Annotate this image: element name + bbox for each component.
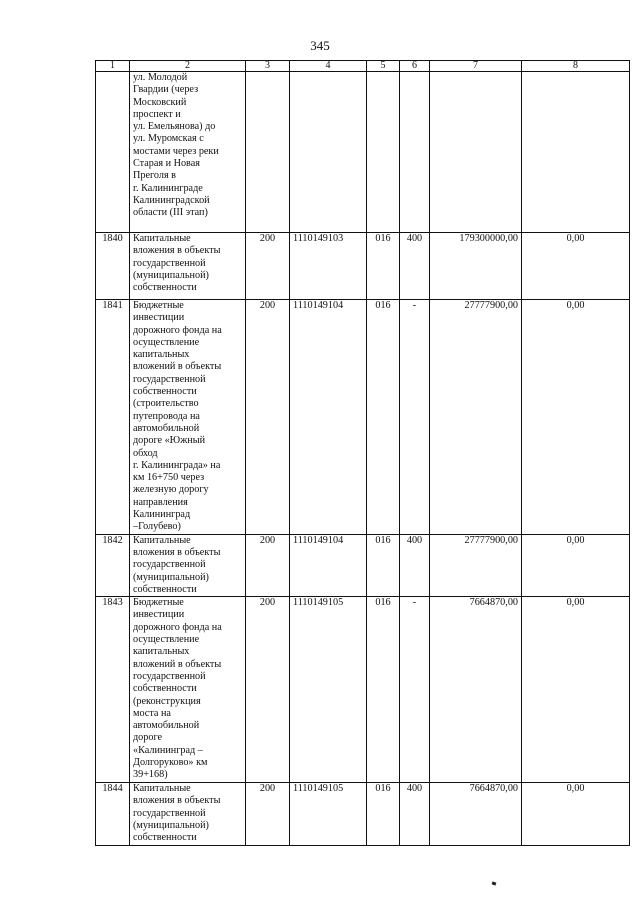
row-cell-5: 016 <box>367 783 400 846</box>
table-row <box>96 233 630 300</box>
row-name-cell: Капитальные вложения в объекты государственной (муниципальной) собственности <box>130 233 246 300</box>
header-cell-3: 3 <box>246 61 290 72</box>
header-cell-6: 6 <box>400 61 430 72</box>
table-row <box>96 597 630 783</box>
row-number-cell: 1842 <box>96 534 130 596</box>
row-cell-4 <box>290 72 367 233</box>
header-cell-8: 8 <box>522 61 630 72</box>
table-row <box>96 783 630 846</box>
row-cell-8: 0,00 <box>522 534 630 596</box>
row-cell-4: 1110149103 <box>290 233 367 300</box>
row-cell-7: 27777900,00 <box>430 300 522 535</box>
row-name-cell: Бюджетные инвестиции дорожного фонда на осуществление капитальных вложений в объекты государственной собственности (строительство путепровода на автомобильной дороге «Южный обход г. Калининграда» на км 16+750 через железную дорогу направления Калининград –Голубево) <box>130 300 246 535</box>
header-cell-5: 5 <box>367 61 400 72</box>
row-cell-7 <box>430 72 522 233</box>
row-cell-3: 200 <box>246 233 290 300</box>
row-cell-4: 1110149104 <box>290 300 367 535</box>
header-row <box>96 61 630 72</box>
header-cell-1: 1 <box>96 61 130 72</box>
row-cell-8: 0,00 <box>522 783 630 846</box>
row-cell-7: 179300000,00 <box>430 233 522 300</box>
row-name-cell: ул. Молодой Гвардии (через Московский проспект и ул. Емельянова) до ул. Муромская с мостами через реки Старая и Новая Преголя в г. Калининграде Калининградской области (III этап) <box>130 72 246 233</box>
row-number-cell: 1840 <box>96 233 130 300</box>
row-cell-5: 016 <box>367 300 400 535</box>
row-cell-5 <box>367 72 400 233</box>
row-name-cell: Бюджетные инвестиции дорожного фонда на осуществление капитальных вложений в объекты государственной собственности (реконструкция моста на автомобильной дороге «Калининград – Долгоруково» км 39+168) <box>130 597 246 783</box>
row-cell-6: - <box>400 597 430 783</box>
table-row <box>96 534 630 596</box>
row-cell-3: 200 <box>246 783 290 846</box>
row-cell-5: 016 <box>367 233 400 300</box>
row-cell-3: 200 <box>246 300 290 535</box>
budget-table <box>95 60 630 846</box>
header-cell-2: 2 <box>130 61 246 72</box>
row-cell-4: 1110149105 <box>290 597 367 783</box>
row-cell-8: 0,00 <box>522 597 630 783</box>
row-cell-5: 016 <box>367 597 400 783</box>
row-cell-6: - <box>400 300 430 535</box>
table-row <box>96 300 630 535</box>
row-cell-7: 27777900,00 <box>430 534 522 596</box>
row-cell-6: 400 <box>400 783 430 846</box>
row-cell-7: 7664870,00 <box>430 597 522 783</box>
row-cell-7: 7664870,00 <box>430 783 522 846</box>
row-number-cell: 1841 <box>96 300 130 535</box>
row-number-cell <box>96 72 130 233</box>
row-cell-8: 0,00 <box>522 300 630 535</box>
header-cell-4: 4 <box>290 61 367 72</box>
row-cell-6: 400 <box>400 534 430 596</box>
row-cell-3: 200 <box>246 534 290 596</box>
row-cell-8: 0,00 <box>522 233 630 300</box>
row-cell-8 <box>522 72 630 233</box>
table-row-continuation <box>96 72 630 233</box>
row-cell-3: 200 <box>246 597 290 783</box>
row-number-cell: 1843 <box>96 597 130 783</box>
row-cell-5: 016 <box>367 534 400 596</box>
header-cell-7: 7 <box>430 61 522 72</box>
row-cell-6 <box>400 72 430 233</box>
row-cell-3 <box>246 72 290 233</box>
row-cell-4: 1110149105 <box>290 783 367 846</box>
row-name-cell: Капитальные вложения в объекты государственной (муниципальной) собственности <box>130 534 246 596</box>
row-name-cell: Капитальные вложения в объекты государственной (муниципальной) собственности <box>130 783 246 846</box>
row-cell-6: 400 <box>400 233 430 300</box>
page-number: 345 <box>310 38 330 53</box>
scan-speck <box>492 881 497 885</box>
row-cell-4: 1110149104 <box>290 534 367 596</box>
row-number-cell: 1844 <box>96 783 130 846</box>
